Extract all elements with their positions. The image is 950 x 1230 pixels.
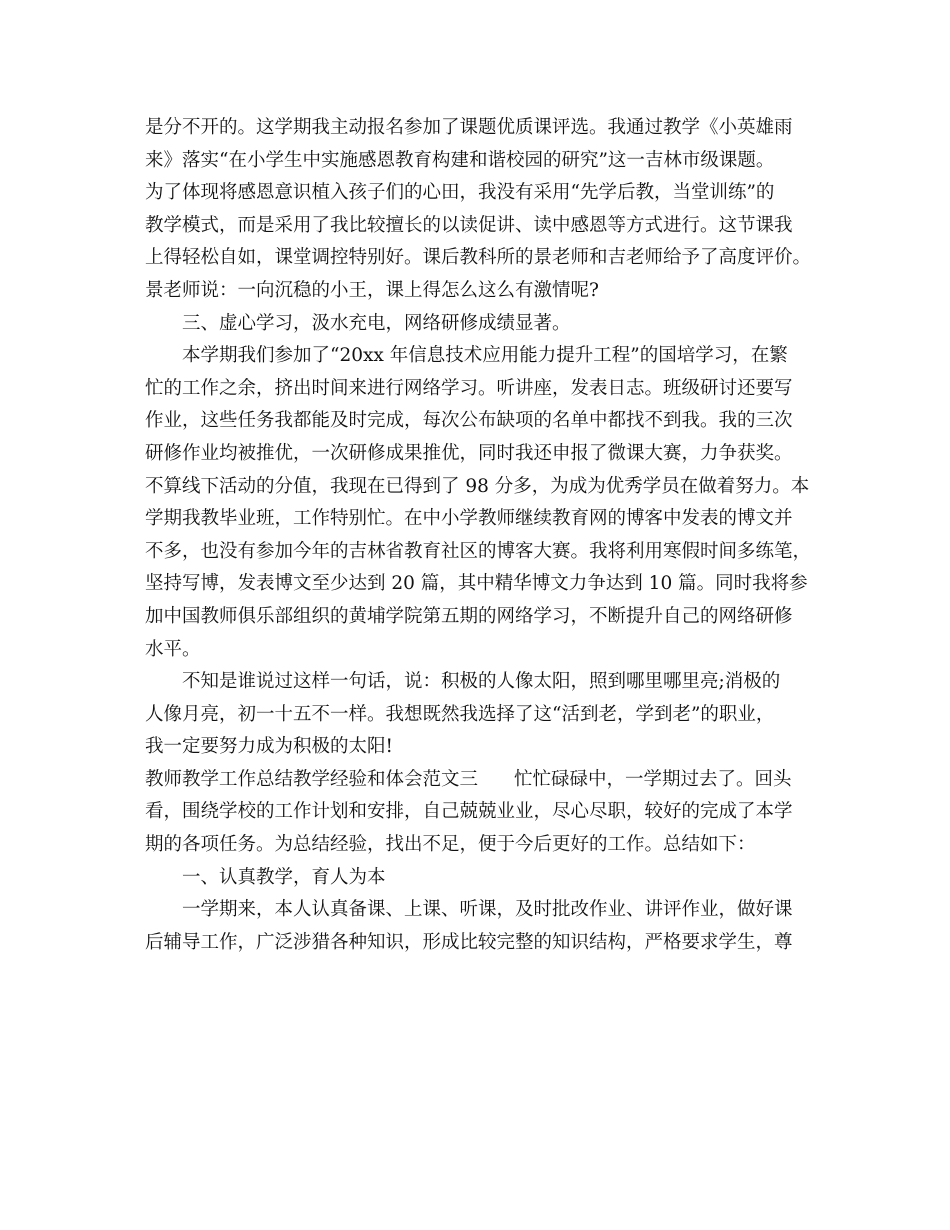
text-line: 教学模式，而是采用了我比较擅长的以读促讲、读中感恩等方式进行。这节课我: [145, 214, 793, 236]
section-title-trailing-text: 忙忙碌碌中，一学期过去了。回头: [514, 768, 792, 790]
text-line: 看，围绕学校的工作计划和安排，自己兢兢业业，尽心尽职，较好的完成了本学: [145, 801, 793, 823]
text-line: 三、虚心学习，汲水充电，网络研修成绩显著。: [182, 312, 571, 334]
body-text-block: [145, 112, 813, 764]
text-line: 不多，也没有参加今年的吉林省教育社区的博客大赛。我将利用寒假时间多练笔，: [145, 540, 812, 562]
text-line: 本学期我们参加了“20xx 年信息技术应用能力提升工程”的国培学习，在繁: [182, 345, 788, 367]
text-line: 一学期来，本人认真备课、上课、听课，及时批改作业、讲评作业，做好课: [182, 899, 793, 921]
text-line: 后辅导工作，广泛涉猎各种知识，形成比较完整的知识结构，严格要求学生，尊: [145, 931, 793, 953]
text-line: 为了体现将感恩意识植入孩子们的心田，我没有采用“先学后教，当堂训练”的: [145, 182, 775, 204]
text-line: 期的各项任务。为总结经验，找出不足，便于今后更好的工作。总结如下：: [145, 834, 756, 856]
section-title-line: [145, 764, 813, 797]
text-line: 人像月亮，初一十五不一样。我想既然我选择了这“活到老，学到老”的职业，: [145, 703, 775, 725]
text-line: 不知是谁说过这样一句话，说：积极的人像太阳，照到哪里哪里亮;消极的: [182, 671, 781, 693]
text-line: 学期我教毕业班，工作特别忙。在中小学教师继续教育网的博客中发表的博文并: [145, 508, 793, 530]
text-line: 坚持写博，发表博文至少达到 20 篇，其中精华博文力争达到 10 篇。同时我将参: [145, 573, 808, 595]
text-line: 忙的工作之余，挤出时间来进行网络学习。听讲座，发表日志。班级研讨还要写: [145, 377, 793, 399]
body-text-block-continued: [145, 796, 813, 959]
text-line: 不算线下活动的分值，我现在已得到了 98 分多，为成为优秀学员在做着努力。本: [145, 475, 810, 497]
text-line: 水平。: [145, 638, 201, 660]
text-line: 加中国教师俱乐部组织的黄埔学院第五期的网络学习，不断提升自己的网络研修: [145, 605, 793, 627]
text-line: 上得轻松自如，课堂调控特别好。课后教科所的景老师和吉老师给予了高度评价。: [145, 247, 812, 269]
document-page: [145, 112, 813, 959]
text-line: 研修作业均被推优，一次研修成果推优，同时我还申报了微课大赛，力争获奖。: [145, 442, 793, 464]
text-line: 作业，这些任务我都能及时完成，每次公布缺项的名单中都找不到我。我的三次: [145, 410, 793, 432]
text-line: 一、认真教学，育人为本: [182, 866, 386, 888]
section-title: 教师教学工作总结教学经验和体会范文三: [145, 768, 479, 790]
text-line: 我一定要努力成为积极的太阳!: [145, 736, 393, 758]
text-line: 来》落实“在小学生中实施感恩教育构建和谐校园的研究”这一吉林市级课题。: [145, 149, 775, 171]
text-line: 是分不开的。这学期我主动报名参加了课题优质课评选。我通过教学《小英雄雨: [145, 117, 793, 138]
text-line: 景老师说：一向沉稳的小王，课上得怎么这么有激情呢?: [145, 279, 599, 301]
